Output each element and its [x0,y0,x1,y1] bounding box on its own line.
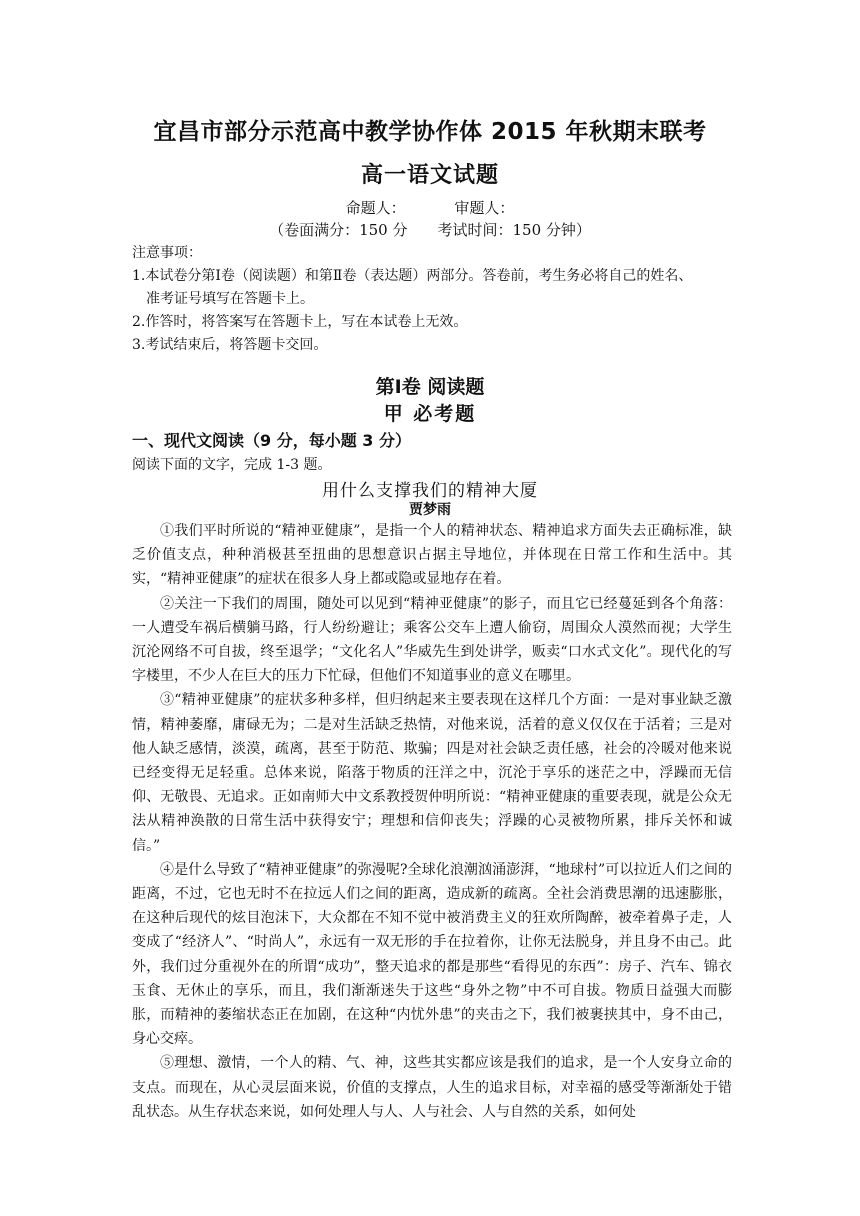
reviewer-label: 审题人： [454,199,515,217]
reading-instruction: 阅读下面的文字，完成 1-3 题。 [132,457,332,473]
volume-heading: 第Ⅰ卷 阅读题 [375,376,485,398]
note-item-1-line-1: 1.本试卷分第Ⅰ卷（阅读题）和第Ⅱ卷（表达题）两部分。答卷前，考生务必将自己的姓名、 [132,268,693,284]
article-paragraph: ①我们平时所说的“精神亚健康”，是指一个人的精神状态、精神追求方面失去正确标准，缺乏价值支点，种种消极甚至扭曲的思想意识占据主导地位，并体现在日常工作和生活中。其实，“精神亚健康”的症状在很多人身上都或隐或显地存在着。 [132,523,732,588]
exam-meta: （卷面满分：150 分 考试时间：150 分钟） [269,221,591,239]
exam-title: 宜昌市部分示范高中教学协作体 2015 年秋期末联考 [153,119,707,145]
article-title: 用什么支撑我们的精神大厦 [322,481,538,501]
part-heading: 甲 必考题 [383,403,477,425]
notes-block [132,242,742,357]
note-item-1-line-2: 准考证号填写在答题卡上。 [146,291,314,307]
article-paragraph: ⑤理想、激情，一个人的精、气、神，这些其实都应该是我们的追求，是一个人安身立命的支点。而现在，从心灵层面来说，价值的支撑点，人生的追求目标，对幸福的感受等渐渐处于错乱状态。从生存状态来说，如何处理人与人、人与社会、人与自然的关系，如何处 [132,1055,732,1120]
article-paragraph: ④是什么导致了“精神亚健康”的弥漫呢?全球化浪潮汹涌澎湃，“地球村”可以拉近人们之间的距离，不过，它也无时不在拉远人们之间的距离，造成新的疏离。全社会消费思潮的迅速膨胀，在这种后现代的炫目泡沫下，大众都在不知不觉中被消费主义的狂欢所陶醉，被牵着鼻子走，人变成了“经济人”、“时尚人”，永远有一双无形的手在拉着你，让你无法脱身，并且身不由己。此外，我们过分重视外在的所谓“成功”，整天追求的都是那些“看得见的东西”：房子、汽车、锦衣玉食、无休止的享乐，而且，我们渐渐迷失于这些“身外之物”中不可自拔。物质日益强大而膨胀，而精神的萎缩状态正在加剧，在这种“内忧外患”的夹击之下，我们被裹挟其中，身不由己，身心交瘁。 [132,861,732,1048]
article-paragraph: ②关注一下我们的周围，随处可以见到“精神亚健康”的影子，而且它已经蔓延到各个角落：一人遭受车祸后横躺马路，行人纷纷避让；乘客公交车上遭人偷窃，周围众人漠然而视；大学生沉沦网络不可自拔，终至退学；“文化名人”华威先生到处讲学，贩卖“口水式文化”。现代化的写字楼里，不少人在巨大的压力下忙碌，但他们不知道事业的意义在哪里。 [132,595,732,685]
article-paragraph: ③“精神亚健康”的症状多种多样，但归纳起来主要表现在这样几个方面：一是对事业缺乏激情，精神萎靡，庸碌无为；二是对生活缺乏热情，对他来说，活着的意义仅仅在于活着；三是对他人缺乏感情，淡漠，疏离，甚至于防范、欺骗；四是对社会缺乏责任感，社会的冷暖对他来说已经变得无足轻重。总体来说，陷落于物质的汪洋之中，沉沦于享乐的迷茫之中，浮躁而无信仰、无敬畏、无追求。正如南师大中文系教授贺仲明所说：“精神亚健康的重要表现，就是公众无法从精神涣散的日常生活中获得安宁；理想和信仰丧失；浮躁的心灵被物所累，排斥关怀和诚信。” [132,692,732,854]
question-group-heading: 一、现代文阅读（9 分，每小题 3 分） [132,431,411,450]
article-author: 贾梦雨 [409,502,451,518]
notes-heading: 注意事项： [132,245,202,261]
note-item-2: 2.作答时，将答案写在答题卡上，写在本试卷上无效。 [132,314,468,330]
setter-label: 命题人： [345,199,406,217]
note-item-3: 3.考试结束后，将答题卡交回。 [132,337,328,353]
setter-reviewer-line [0,197,860,218]
article-body [132,519,732,1124]
exam-subtitle: 高一语文试题 [360,163,499,188]
